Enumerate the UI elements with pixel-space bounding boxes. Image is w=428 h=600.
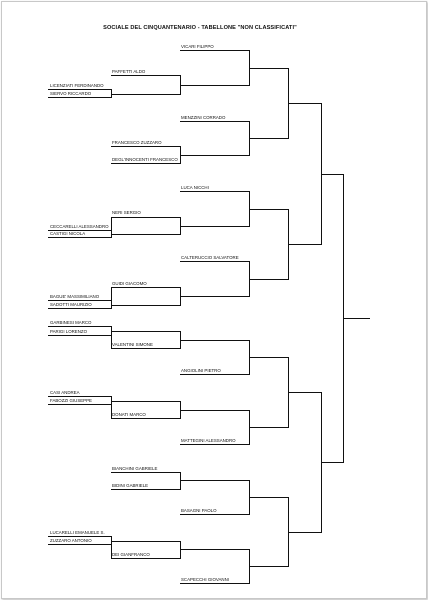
bracket-entry: ZUZZARO ANTONIO — [50, 538, 92, 543]
bracket-line — [249, 497, 289, 498]
bracket-line — [249, 566, 289, 567]
bracket-line — [249, 357, 289, 358]
bracket-line — [180, 514, 250, 515]
bracket-line — [111, 75, 181, 76]
bracket-entry: FRANCESCO ZUZZARO — [112, 140, 162, 145]
bracket-entry: LUCARELLI EMANUELE S. — [50, 530, 105, 535]
bracket-entry: SADOTTI MAURIZIO — [50, 302, 92, 307]
bracket-entry: DEI GIANFRANCO — [112, 552, 150, 557]
bracket-line — [111, 331, 181, 332]
bracket-line — [48, 326, 112, 327]
bracket-line — [180, 583, 250, 584]
bracket-line — [180, 121, 250, 122]
bracket-entry: CASI ANDREA — [50, 390, 80, 395]
bracket-line — [48, 536, 112, 537]
bracket-entry: MENZZINI CORRADO — [181, 115, 226, 120]
bracket-line — [249, 138, 289, 139]
bracket-entry: SCAPECCHI GIOVANNI — [181, 577, 229, 582]
bracket-line — [111, 401, 181, 402]
bracket-entry: CECCARELLI ALESSANDRO — [50, 224, 109, 229]
bracket-line — [111, 348, 181, 349]
bracket-connector — [111, 536, 112, 559]
bracket-line — [111, 94, 181, 95]
bracket-line — [111, 558, 181, 559]
bracket-entry: PARIGI LORENZO — [50, 329, 88, 334]
bracket-line — [180, 296, 250, 297]
bracket-entry: CASTIGI NICOLA — [50, 231, 86, 236]
bracket-entry: DONATI MARCO — [112, 412, 146, 417]
bracket-line — [111, 146, 181, 147]
bracket-entry: MATTEGINI ALESSANDRO — [181, 438, 236, 443]
bracket-entry: NERI SERGIO — [112, 210, 141, 215]
bracket-line — [111, 489, 181, 490]
bracket-line — [321, 462, 344, 463]
bracket-line — [180, 340, 250, 341]
bracket-line — [288, 532, 322, 533]
bracket-line — [48, 396, 112, 397]
bracket-line — [48, 335, 112, 336]
bracket-line — [321, 174, 344, 175]
bracket-entry: BAGUE' MASSIMILIANO — [50, 294, 100, 299]
bracket-connector — [180, 541, 181, 559]
bracket-line — [111, 472, 181, 473]
bracket-line — [180, 85, 250, 86]
bracket-line — [111, 287, 181, 288]
bracket-line — [180, 226, 250, 227]
bracket-entry: BIANCHINI GABRIELE — [112, 466, 158, 471]
bracket-line — [111, 541, 181, 542]
bracket-entry: LICENZIATI FERDINANDO — [50, 83, 104, 88]
bracket-line — [249, 427, 289, 428]
bracket-line — [180, 191, 250, 192]
bracket-line — [111, 163, 181, 164]
bracket-line — [180, 549, 250, 550]
bracket-line — [48, 300, 112, 301]
bracket-line — [249, 68, 289, 69]
bracket-line — [48, 97, 112, 98]
bracket-entry: PAFFETTI ALDO — [112, 69, 146, 74]
bracket-entry: BIDINI GABRIELE — [112, 483, 149, 488]
bracket-entry: VICARI FILIPPO — [181, 44, 214, 49]
bracket-line — [180, 444, 250, 445]
bracket-entry: DEGL'INNOCENTI FRANCESCO — [112, 157, 178, 162]
bracket-line — [288, 103, 322, 104]
bracket-connector — [180, 472, 181, 490]
bracket-entry: CALTERUCCIO SALVATORE — [181, 255, 239, 260]
bracket-line — [48, 237, 112, 238]
bracket-connector — [111, 326, 112, 349]
bracket-entry: GUIDI GIACOMO — [112, 281, 147, 286]
bracket-entry: LUCA NICCHI — [181, 185, 209, 190]
bracket-entry: BASAGNI PAOLO — [181, 508, 217, 513]
bracket-line — [111, 217, 181, 218]
bracket-entry: VALENTINI SIMONE — [112, 342, 153, 347]
bracket-line — [48, 89, 112, 90]
bracket-line — [111, 234, 181, 235]
bracket-line — [288, 392, 322, 393]
bracket-connector — [111, 396, 112, 419]
bracket-line — [180, 155, 250, 156]
bracket-line — [180, 374, 250, 375]
bracket-line — [180, 50, 250, 51]
bracket-line — [288, 244, 322, 245]
winner-line — [343, 318, 370, 319]
bracket-line — [249, 209, 289, 210]
bracket-line — [111, 305, 181, 306]
bracket-entry: GARBINESI MARCO — [50, 320, 92, 325]
bracket-line — [48, 404, 112, 405]
page-title: SOCIALE DEL CINQUANTENARIO - TABELLONE "NON CLASSIFICATI" — [103, 25, 297, 31]
bracket-line — [180, 480, 250, 481]
bracket-line — [180, 410, 250, 411]
bracket-entry: ANGIOLINI PIETRO — [181, 368, 221, 373]
bracket-line — [111, 418, 181, 419]
bracket-entry: FABOZZI GIUSEPPE — [50, 398, 92, 403]
bracket-entry: SIERVO RICCARDO — [50, 91, 92, 96]
bracket-line — [249, 279, 289, 280]
bracket-line — [48, 230, 112, 231]
bracket-line — [180, 261, 250, 262]
bracket-line — [48, 308, 112, 309]
bracket-line — [48, 544, 112, 545]
